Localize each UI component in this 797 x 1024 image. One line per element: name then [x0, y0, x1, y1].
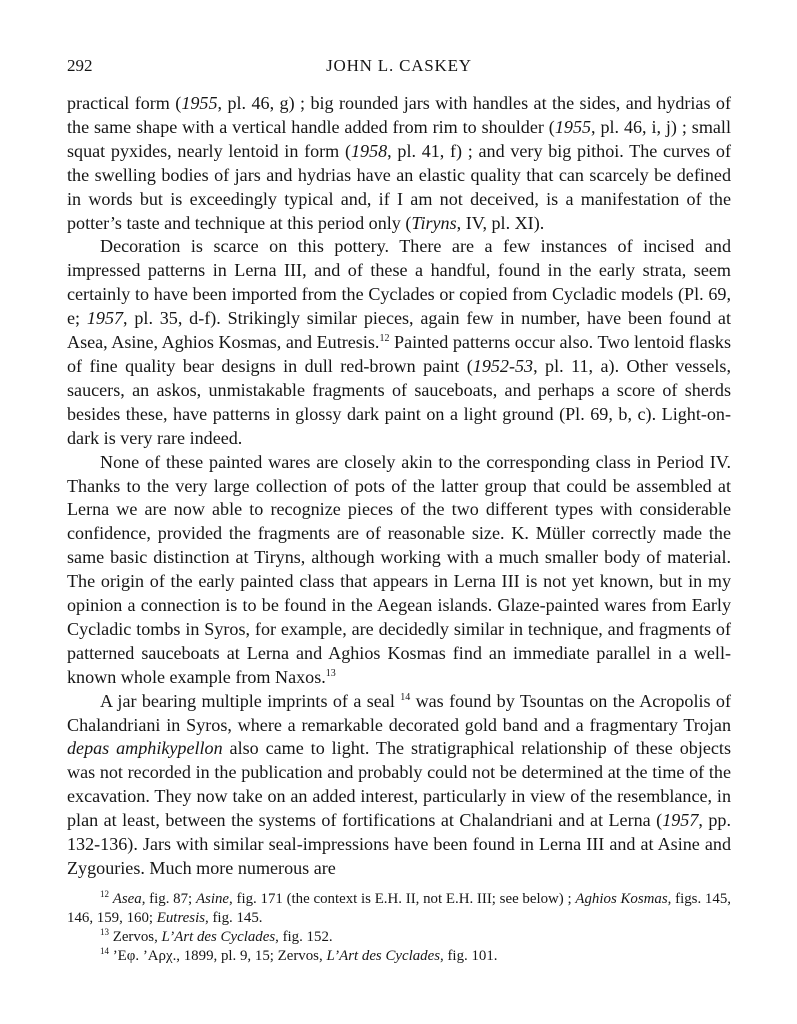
footnotes — [67, 890, 731, 966]
footnote-ref: 12 — [100, 889, 109, 899]
italic-run: L’Art des Cyclades — [161, 929, 276, 945]
text-run: , IV, pl. XI). — [456, 212, 545, 233]
text-run: was found by Tsountas on the Acropolis of Chalandriani in Syros, where a remarkable decorated gold band and a fragmentary Trojan — [67, 690, 731, 735]
italic-run: Asea — [112, 891, 142, 907]
italic-run: Eutresis — [156, 910, 206, 926]
text-run: ’Εφ. ’Αρχ., 1899, pl. 9, 15; Zervos, — [109, 948, 327, 964]
paragraph-4 — [67, 690, 731, 881]
text-run: , fig. 152. — [275, 929, 333, 945]
text-run: , fig. 101. — [440, 948, 498, 964]
text-run: , fig. 87; — [141, 891, 196, 907]
footnote-ref: 13 — [100, 927, 109, 937]
text-run: , pl. 35, d-f). Strikingly similar pieces, again few in number, have been found at Asea, Asine, Aghios Kosmas, and Eutresis. — [67, 308, 731, 353]
footnote-14 — [67, 947, 731, 966]
footnote-ref: 14 — [100, 946, 109, 956]
italic-run: 1957 — [662, 810, 699, 831]
italic-run: 1952-53 — [472, 355, 534, 376]
italic-run: Aghios Kosmas — [575, 891, 668, 907]
paragraph-1 — [67, 92, 731, 235]
footnote-ref: 12 — [379, 333, 390, 345]
text-run: , fig. 145. — [205, 910, 263, 926]
footnote-13 — [67, 928, 731, 947]
italic-run: depas amphikypellon — [67, 738, 223, 759]
text-run: , fig. 171 (the context is E.H. II, not E.H. III; see below) ; — [229, 891, 576, 907]
text-run: also came to light. The stratigraphical relationship of these objects was not recorded in the publication and probably could not be determined at the time of the excavation. They now take on an added interest, particularly in view of the resemblance, in plan at least, between the systems of fortifications at Chalandriani and at Lerna ( — [67, 738, 731, 831]
italic-run: 1955 — [181, 93, 218, 113]
italic-run: Tiryns — [411, 212, 457, 233]
text-run: , pl. 41, f) ; and very big pithoi. The curves of the swelling bodies of jars and hydrias have an elastic quality that can scarcely be defined in words but is exceedingly typical and, if I am not deceived, is a manifestation of the potter’s taste and technique at this period only ( — [67, 140, 732, 233]
italic-run: 1958 — [350, 140, 388, 161]
italic-run: 1955 — [554, 116, 592, 137]
text-run: Zervos, — [109, 929, 162, 945]
italic-run: Asine — [195, 891, 230, 907]
text-run: , pp. 132-136). Jars with similar seal-impressions have been found in Lerna III and at Asine and Zygouries. Much more numerous are — [67, 810, 731, 878]
body-text — [67, 92, 731, 881]
page-number: 292 — [67, 56, 93, 75]
footnote-ref: 13 — [325, 667, 336, 679]
text-run: A jar bearing multiple imprints of a seal — [100, 690, 401, 711]
italic-run: 1957 — [86, 308, 124, 329]
text-run: , figs. 145, 146, 159, 160; — [67, 891, 731, 926]
paragraph-3 — [67, 451, 731, 690]
text-run: , pl. 46, i, j) ; small squat pyxides, nearly lentoid in form ( — [67, 116, 731, 161]
paragraph-2 — [67, 235, 731, 450]
text-run: None of these painted wares are closely akin to the corresponding class in Period IV. Thanks to the very large collection of pots of the latter group that could be assembled at Lerna we are now able to recognize pieces of the two different types with considerable confidence, provided the fragments are of reasonable size. K. Müller correctly made the same basic distinction at Tiryns, although working with a much smaller body of material. The origin of the early painted class that appears in Lerna III is not yet known, but in my opinion a connection is to be found in the Aegean islands. Glaze-painted wares from Early Cycladic tombs in Syros, for example, are decidedly similar in technique, and fragments of patterned sauceboats at Lerna and Aghios Kosmas find an immediate parallel in a well-known whole example from Naxos. — [67, 451, 731, 687]
text-run: Painted patterns occur also. Two lentoid flasks of fine quality bear designs in dull red-brown paint ( — [67, 332, 732, 376]
footnote-12 — [67, 890, 731, 928]
text-run: practical form ( — [67, 93, 182, 113]
italic-run: L’Art des Cyclades — [326, 948, 441, 964]
running-head: JOHN L. CASKEY — [326, 56, 472, 75]
text-run: , pl. 46, g) ; big rounded jars with handles at the sides, and hydrias of the same shape with a vertical handle added from rim to shoulder ( — [67, 93, 731, 137]
footnote-ref: 14 — [400, 691, 411, 703]
text-run: Decoration is scarce on this pottery. There are a few instances of incised and impressed patterns in Lerna III, and of these a handful, found in the early strata, seem certainly to have been imported from the Cyclades or copied from Cycladic models (Pl. 69, e; — [67, 236, 731, 329]
page-header — [67, 56, 731, 80]
text-run: , pl. 11, a). Other vessels, saucers, an askos, unmistakable fragments of sauceboats, and perhaps a score of sherds besides these, have patterns in glossy dark paint on a light ground (Pl. 69, b, c). Light-on-dark is very rare indeed. — [67, 355, 731, 448]
